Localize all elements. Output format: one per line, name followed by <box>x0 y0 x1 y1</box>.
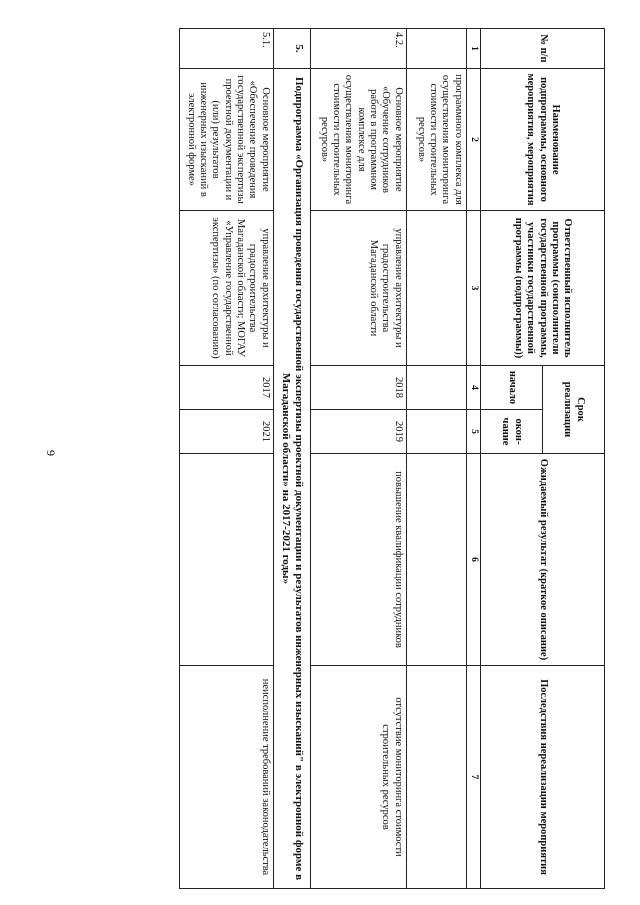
column-number: 3 <box>466 211 480 366</box>
row-num: 5.1. <box>179 29 273 69</box>
column-number: 5 <box>466 410 480 454</box>
row-name: Основное мероприятие «Обеспечение проведения государственной экспертизы проектной документации и (или) результатов инженерных изысканий в электронной форме» <box>179 69 273 211</box>
column-number-row <box>466 29 480 889</box>
header-executor: Ответственный исполнитель программы (соисполнители государственной программы, участники государственной программы (подпрограммы)) <box>481 211 605 366</box>
row-name: программного комплекса для осуществления мониторинга стоимости строительных ресурсов» <box>406 69 466 211</box>
header-row <box>543 29 605 889</box>
page-number: 9 <box>44 450 58 456</box>
section-title: Подпрограмма «Организация проведения государственной экспертизы проектной документации и результатов инженерных изысканий" в электронной форме в Магаданской области» на 2017-2021 годы» <box>273 69 310 889</box>
header-period-start: начало <box>481 366 543 410</box>
row-start: 2018 <box>310 366 406 410</box>
row-consequences: отсутствие мониторинга стоимости строительных ресурсов <box>310 666 406 889</box>
row-consequences <box>406 666 466 889</box>
header-consequences: Последствия нереализации мероприятия <box>481 666 605 889</box>
header-period-end: окон- чание <box>481 410 543 454</box>
row-num: 4.2. <box>310 29 406 69</box>
row-num <box>406 29 466 69</box>
header-result: Ожидаемый результат (краткое описание) <box>481 454 605 666</box>
row-executor: управление архитектуры и градостроительства Магаданской области <box>310 211 406 366</box>
column-number: 4 <box>466 366 480 410</box>
row-consequences: неисполнение требований законодательства <box>179 666 273 889</box>
row-name: Основное мероприятие «Обучение сотрудников работе в программном комплексе для осуществления мониторинга стоимости строительных ресурсов» <box>310 69 406 211</box>
row-result: повышение квалификации сотрудников <box>310 454 406 666</box>
section-row <box>273 29 310 889</box>
row-start: 2017 <box>179 366 273 410</box>
table-row <box>310 29 406 889</box>
column-number: 6 <box>466 454 480 666</box>
row-result <box>179 454 273 666</box>
row-executor: управление архитектуры и градостроительства Магаданской области; МОГАУ «Управление государственной экспертизы» (по согласованию) <box>179 211 273 366</box>
program-table <box>179 28 605 889</box>
rotated-table-container <box>185 28 605 888</box>
table-row <box>406 29 466 889</box>
column-number: 7 <box>466 666 480 889</box>
header-num: № п/п <box>481 29 605 69</box>
header-name: Наименование подпрограммы, основного мероприятия, мероприятия <box>481 69 605 211</box>
row-executor <box>406 211 466 366</box>
row-end <box>406 410 466 454</box>
row-result <box>406 454 466 666</box>
column-number: 1 <box>466 29 480 69</box>
row-end: 2019 <box>310 410 406 454</box>
header-period: Срок реализации <box>543 366 605 454</box>
row-start <box>406 366 466 410</box>
row-end: 2021 <box>179 410 273 454</box>
section-num: 5. <box>273 29 310 69</box>
table-row <box>179 29 273 889</box>
column-number: 2 <box>466 69 480 211</box>
